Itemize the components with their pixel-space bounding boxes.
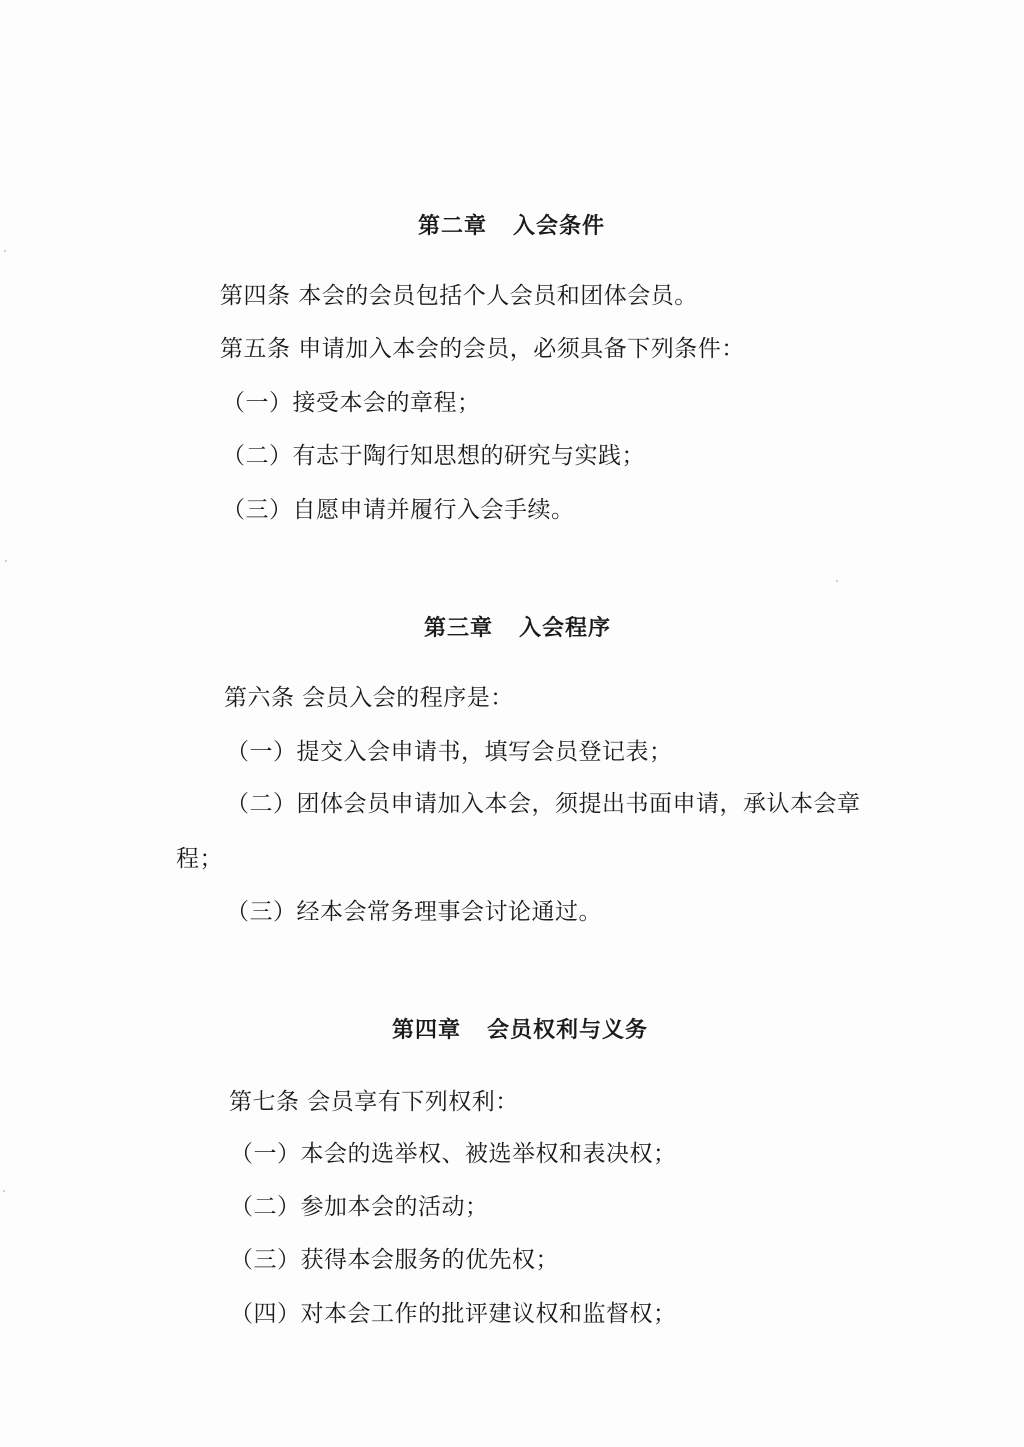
article-7-item-3: （三）获得本会服务的优先权；	[230, 1247, 559, 1273]
chapter-2-number: 第二章	[418, 214, 488, 239]
article-6-item-3: （三）经本会常务理事会讨论通过。	[226, 899, 602, 925]
article-5: 第五条 申请加入本会的会员，必须具备下列条件：	[220, 336, 745, 362]
article-6-item-1: （一）提交入会申请书，填写会员登记表；	[226, 739, 673, 765]
article-6-item-2: （二）团体会员申请加入本会，须提出书面申请，承认本会章	[226, 791, 861, 817]
article-7-item-4: （四）对本会工作的批评建议权和监督权；	[230, 1301, 677, 1327]
chapter-2-title: 入会条件	[513, 214, 606, 239]
scan-speck	[836, 580, 838, 582]
chapter-4-number: 第四章	[392, 1018, 462, 1043]
chapter-3-heading	[424, 615, 611, 643]
article-6-item-2-cont: 程；	[176, 846, 223, 872]
chapter-2-heading	[418, 213, 605, 241]
chapter-3-title: 入会程序	[519, 616, 612, 641]
article-7-item-2: （二）参加本会的活动；	[230, 1194, 489, 1220]
article-5-item-2: （二）有志于陶行知思想的研究与实践；	[222, 443, 645, 469]
scan-speck	[4, 250, 6, 252]
scan-speck	[5, 560, 7, 562]
article-7-item-1: （一）本会的选举权、被选举权和表决权；	[230, 1141, 677, 1167]
article-7: 第七条 会员享有下列权利：	[229, 1089, 519, 1115]
chapter-4-heading	[392, 1017, 648, 1045]
article-6: 第六条 会员入会的程序是：	[224, 685, 514, 711]
article-4: 第四条 本会的会员包括个人会员和团体会员。	[220, 283, 698, 309]
scan-speck	[3, 1190, 5, 1192]
article-5-item-3: （三）自愿申请并履行入会手续。	[222, 497, 575, 523]
chapter-3-number: 第三章	[424, 616, 494, 641]
chapter-4-title: 会员权利与义务	[487, 1018, 649, 1043]
article-5-item-1: （一）接受本会的章程；	[222, 390, 481, 416]
